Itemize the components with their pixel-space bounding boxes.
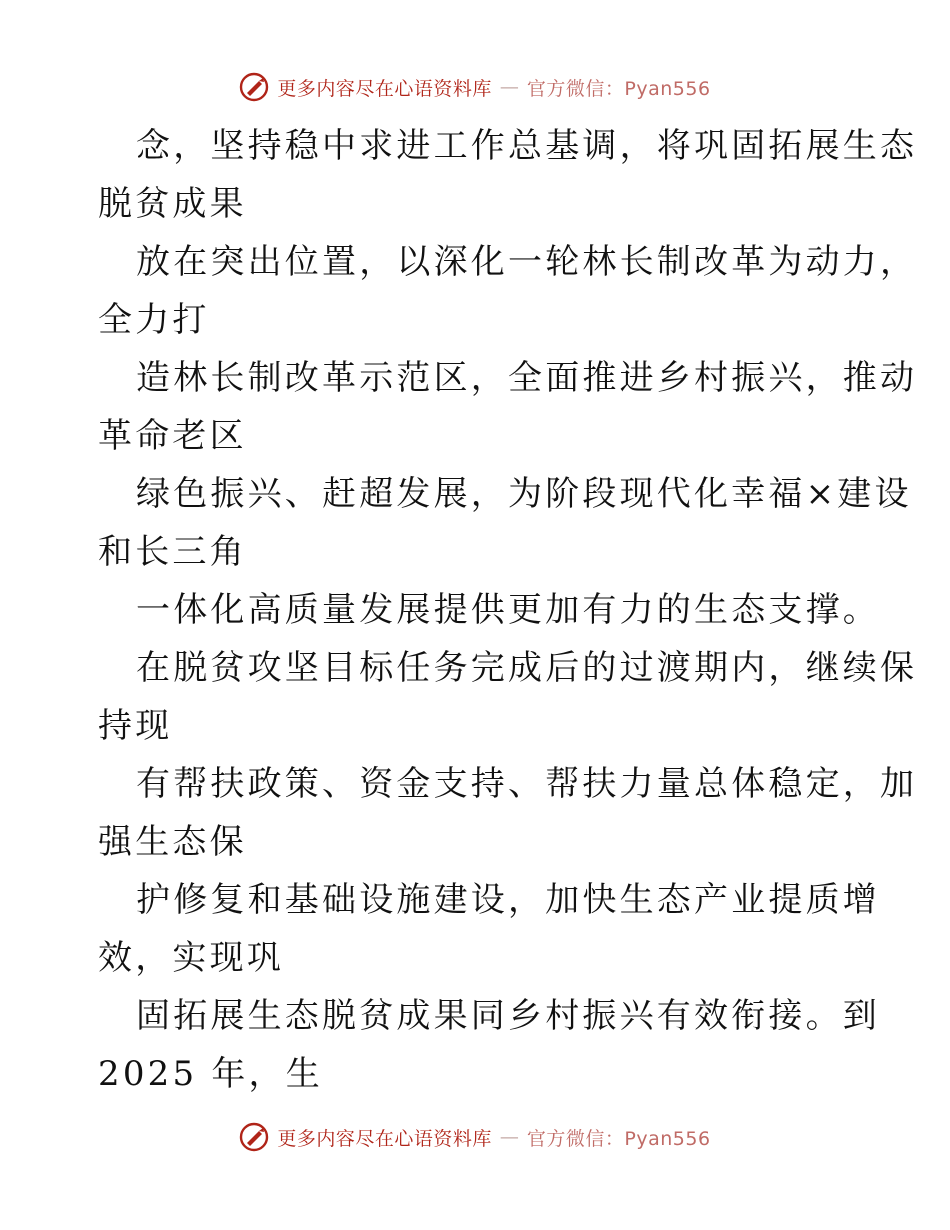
body-line: 固拓展生态脱贫成果同乡村振兴有效衔接。到	[136, 996, 880, 1036]
body-line: 在脱贫攻坚目标任务完成后的过渡期内，继续保	[136, 648, 918, 688]
body-line: 全力打	[98, 300, 210, 340]
body-line: 念，坚持稳中求进工作总基调，将巩固拓展生态	[136, 126, 918, 166]
document-body	[98, 117, 918, 1103]
watermark-header	[0, 72, 950, 102]
body-line: 持现	[98, 706, 173, 746]
body-line: 护修复和基础设施建设，加快生态产业提质增	[136, 880, 880, 920]
watermark-contact-text: 官方微信：Pyan556	[526, 1127, 711, 1150]
quill-logo-icon	[239, 72, 269, 102]
body-line: 造林长制改革示范区，全面推进乡村振兴，推动	[136, 358, 918, 398]
body-line: 脱贫成果	[98, 184, 247, 224]
quill-logo-icon	[239, 1122, 269, 1152]
watermark-footer	[0, 1122, 950, 1152]
watermark-contact-text: 官方微信：Pyan556	[526, 77, 711, 100]
body-line: 绿色振兴、赶超发展，为阶段现代化幸福×建设	[136, 474, 912, 514]
body-line: 效，实现巩	[98, 938, 284, 978]
watermark-site-text: 更多内容尽在心语资料库	[277, 77, 492, 100]
body-line: 革命老区	[98, 416, 247, 456]
body-line: 强生态保	[98, 822, 247, 862]
body-line: 有帮扶政策、资金支持、帮扶力量总体稳定，加	[136, 764, 918, 804]
watermark-separator: —	[499, 76, 519, 98]
watermark-separator: —	[499, 1126, 519, 1148]
body-line: 一体化高质量发展提供更加有力的生态支撑。	[136, 590, 880, 630]
body-line: 放在突出位置，以深化一轮林长制改革为动力，	[136, 242, 918, 282]
body-line: 2025 年，生	[98, 1054, 323, 1094]
body-line: 和长三角	[98, 532, 247, 572]
watermark-site-text: 更多内容尽在心语资料库	[277, 1127, 492, 1150]
